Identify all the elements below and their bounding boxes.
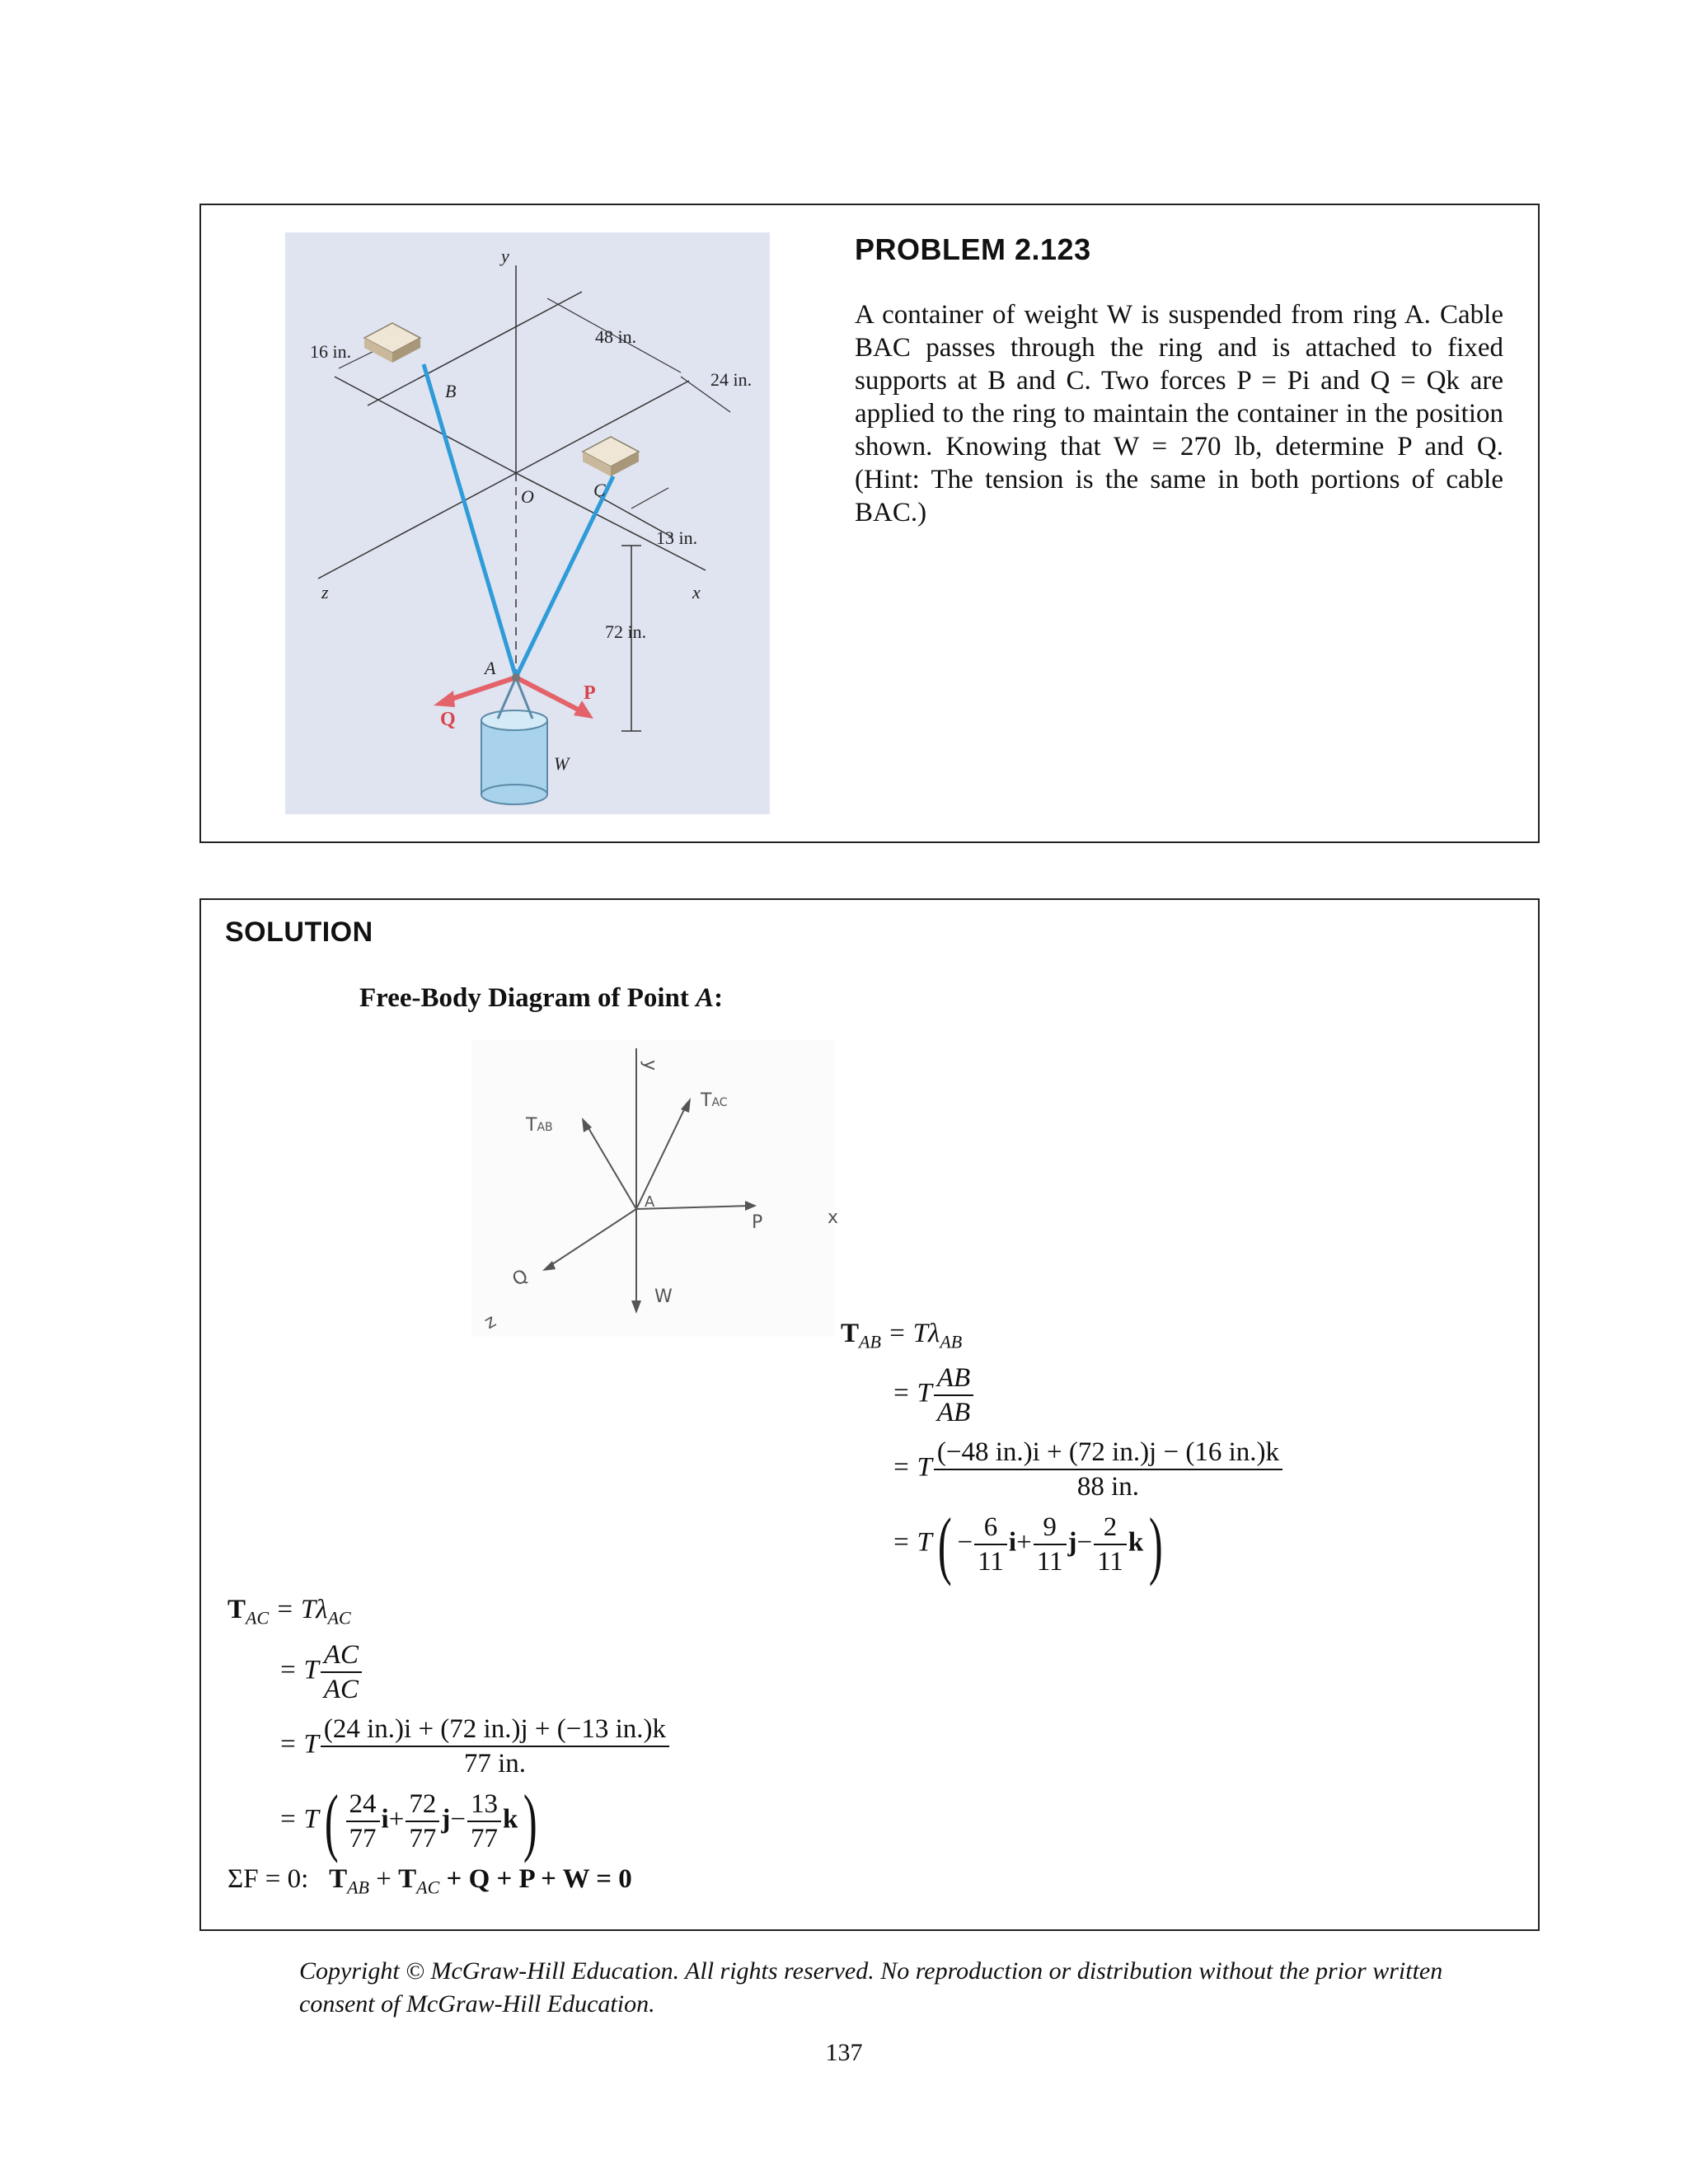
fbd-label-z: z bbox=[481, 1310, 500, 1334]
fbd-label-tab-sub: AB bbox=[537, 1121, 553, 1134]
label-a: A bbox=[485, 658, 496, 678]
eq-sum-forces bbox=[227, 1864, 632, 1899]
fbd-heading-colon: : bbox=[714, 983, 724, 1013]
eq-tac-line3-num: (24 in.)i + (72 in.)j + (−13 in.)k bbox=[321, 1713, 669, 1747]
eq-tab-term1-sign: − bbox=[957, 1527, 973, 1558]
eq-tac-term1-den: 77 bbox=[349, 1824, 377, 1854]
eq-tab-term3-num: 2 bbox=[1094, 1511, 1127, 1545]
eq-tac-term2-sign: + bbox=[388, 1804, 405, 1835]
fbd-label-p: P bbox=[752, 1212, 763, 1233]
copyright-notice: Copyright © McGraw-Hill Education. All rights reserved. No reproduction or distribution without the prior written consent of McGraw-Hill Education. bbox=[299, 1957, 1443, 2018]
eq-tab-line3-prefix: = T bbox=[892, 1452, 932, 1483]
dim-13: 13 in. bbox=[656, 527, 698, 548]
dim-24: 24 in. bbox=[710, 369, 753, 390]
eq-tac-line1-sub: AC bbox=[327, 1607, 351, 1629]
eq-tac-term2-den: 77 bbox=[409, 1824, 437, 1854]
eq-tab-line1-rhs: = Tλ bbox=[888, 1319, 940, 1348]
label-z: z bbox=[321, 582, 329, 602]
eq-tab-term3-sign: − bbox=[1076, 1527, 1093, 1558]
eq-tac-term3-num: 13 bbox=[467, 1788, 501, 1822]
label-c: C bbox=[593, 480, 606, 500]
eq-tac-line4-prefix: = T bbox=[279, 1804, 319, 1835]
solution-title: SOLUTION bbox=[225, 916, 373, 948]
eq-tac-line2 bbox=[279, 1638, 363, 1706]
eq-tac-term3-den: 77 bbox=[470, 1824, 498, 1854]
problem-figure bbox=[285, 232, 770, 814]
eq-tab-term2-den: 11 bbox=[1036, 1547, 1063, 1577]
fbd-label-q: Q bbox=[509, 1265, 532, 1291]
eq-tac-line3-den: 77 in. bbox=[463, 1749, 527, 1779]
fbd-heading bbox=[359, 983, 723, 1014]
label-y: y bbox=[501, 246, 509, 266]
eq-tac-term1-num: 24 bbox=[346, 1788, 380, 1822]
eq-tac-line2-den: AC bbox=[323, 1675, 359, 1704]
dim-48: 48 in. bbox=[595, 326, 637, 347]
fbd-label-tab-t: T bbox=[526, 1115, 537, 1136]
fbd-label-w: W bbox=[654, 1286, 673, 1307]
eq-tac-line3-prefix: = T bbox=[279, 1729, 319, 1760]
eq-sum-plus1: + bbox=[376, 1864, 392, 1894]
eq-tab-line4-prefix: = T bbox=[892, 1527, 932, 1558]
eq-tac-line1-rhs: = Tλ bbox=[275, 1595, 328, 1624]
label-w: W bbox=[554, 753, 570, 774]
eq-tac-term3-unit: k bbox=[502, 1804, 518, 1835]
eq-sum-t2: T bbox=[398, 1864, 417, 1894]
eq-tab-term3-den: 11 bbox=[1097, 1547, 1123, 1577]
eq-tac-term2-num: 72 bbox=[406, 1788, 439, 1822]
eq-tab-line2 bbox=[892, 1361, 975, 1429]
fbd-background bbox=[471, 1040, 834, 1337]
eq-tac-lhs-sub: AC bbox=[246, 1607, 270, 1629]
label-q: Q bbox=[440, 709, 456, 730]
eq-tab-line3-num: (−48 in.)i + (72 in.)j − (16 in.)k bbox=[934, 1436, 1282, 1470]
label-b: B bbox=[445, 381, 457, 401]
eq-tab-line2-num: AB bbox=[934, 1361, 973, 1396]
eq-tab-term1-unit: i bbox=[1008, 1527, 1017, 1558]
eq-tab-line2-prefix: = T bbox=[892, 1378, 932, 1408]
eq-sum-t1-sub: AB bbox=[347, 1877, 369, 1898]
eq-tab-term2-unit: j bbox=[1067, 1527, 1077, 1558]
fbd-label-y: y bbox=[640, 1060, 660, 1071]
eq-tac-term2-unit: j bbox=[441, 1804, 451, 1835]
eq-tab-term2-num: 9 bbox=[1034, 1511, 1067, 1545]
eq-tac-line2-num: AC bbox=[321, 1638, 362, 1673]
eq-tab-line3-den: 88 in. bbox=[1076, 1472, 1140, 1502]
label-x: x bbox=[692, 582, 701, 602]
eq-tac-line2-prefix: = T bbox=[279, 1655, 319, 1685]
eq-tab-term1-num: 6 bbox=[974, 1511, 1007, 1545]
container-bottom bbox=[481, 785, 547, 804]
fbd-label-tac-t: T bbox=[701, 1090, 712, 1111]
problem-statement: A container of weight W is suspended from ring A. Cable BAC passes through the ring and is attached to fixed supports at B and C. Two forces P = Pi and Q = Qk are applied to the ring to maintain the container in the position shown. Knowing that W = 270 lb, determine P and Q. (Hint: The tension is the same in both portions of cable BAC.) bbox=[855, 300, 1503, 527]
eq-tab-term2-sign: + bbox=[1016, 1527, 1032, 1558]
eq-tab-term1-den: 11 bbox=[978, 1547, 1004, 1577]
fbd-heading-text: Free-Body Diagram of Point bbox=[359, 983, 696, 1013]
fbd-label-tac-sub: AC bbox=[711, 1096, 728, 1109]
fbd-label-x: x bbox=[828, 1207, 839, 1228]
dim-72: 72 in. bbox=[605, 621, 647, 642]
free-body-diagram bbox=[471, 1040, 839, 1337]
eq-tab-line2-den: AB bbox=[936, 1398, 971, 1427]
fbd-label-a: A bbox=[645, 1193, 655, 1211]
eq-tab-line1 bbox=[841, 1319, 962, 1353]
eq-tac-lhs: T bbox=[227, 1595, 246, 1624]
eq-tab-line4: = T( − $\frac{6}{11}$ i+ $\frac{9}{11}$ j− $\frac{2}{11}$ k) bbox=[892, 1502, 1164, 1586]
container-top bbox=[481, 710, 547, 730]
dim-16: 16 in. bbox=[310, 341, 352, 362]
eq-tac-term3-sign: − bbox=[450, 1804, 466, 1835]
eq-tac-line4: = T( $\frac{24}{77}$ i+ $\frac{72}{77}$ j− $\frac{13}{77}$ k) bbox=[279, 1779, 538, 1863]
eq-sum-t2-sub: AC bbox=[416, 1877, 440, 1898]
eq-tab-line3 bbox=[892, 1436, 1284, 1503]
eq-tab-line1-sub: AB bbox=[940, 1331, 963, 1352]
label-o: O bbox=[521, 486, 534, 507]
container bbox=[481, 720, 547, 794]
eq-sum-lhs: ΣF = 0: bbox=[227, 1864, 309, 1894]
eq-tac-term1-unit: i bbox=[381, 1804, 389, 1835]
eq-tab-lhs: T bbox=[841, 1319, 860, 1348]
eq-sum-t1: T bbox=[329, 1864, 348, 1894]
eq-tac-line3 bbox=[279, 1713, 671, 1780]
label-p: P bbox=[584, 682, 596, 704]
eq-tab-lhs-sub: AB bbox=[859, 1331, 881, 1352]
eq-tac-line1 bbox=[227, 1595, 351, 1629]
fbd-heading-point: A bbox=[696, 983, 715, 1013]
ring-a bbox=[512, 673, 520, 682]
problem-title: PROBLEM 2.123 bbox=[855, 232, 1091, 266]
page-number: 137 bbox=[825, 2039, 863, 2066]
eq-sum-rest: + Q + P + W = 0 bbox=[446, 1864, 632, 1894]
eq-tab-term3-unit: k bbox=[1128, 1527, 1144, 1558]
